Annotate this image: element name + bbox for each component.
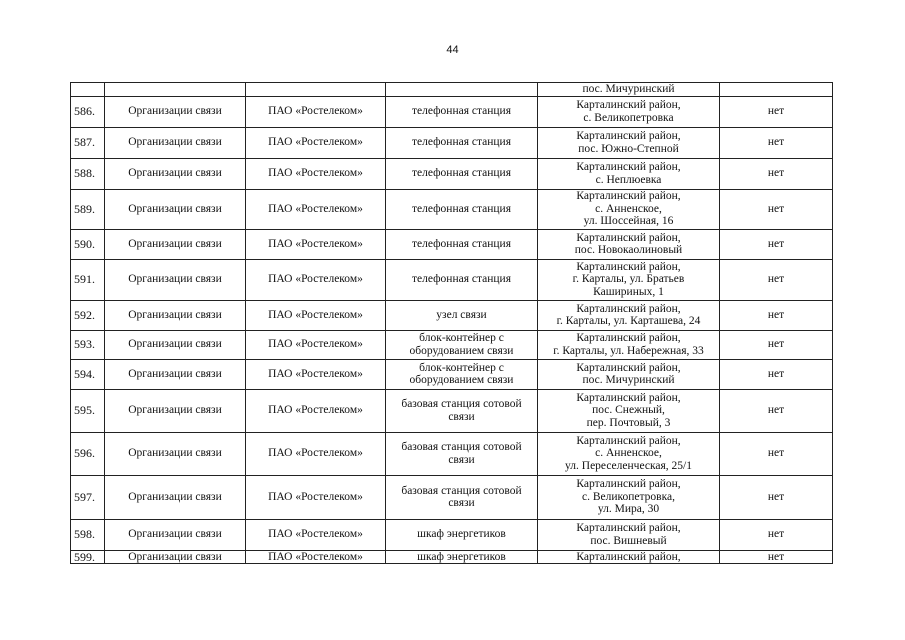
row-number: 598. [71, 519, 105, 550]
table-row [71, 475, 833, 519]
address-cell [538, 189, 720, 229]
status-cell: нет [720, 189, 833, 229]
owner-cell: ПАО «Ростелеком» [246, 96, 386, 127]
table-row [71, 259, 833, 300]
owner-cell: ПАО «Ростелеком» [246, 550, 386, 564]
address-line: Карталинский район, [576, 260, 681, 273]
object-cell: базовая станция сотовой связи [386, 389, 538, 432]
row-number: 587. [71, 127, 105, 158]
address-cell [538, 550, 720, 564]
address-cell [538, 96, 720, 127]
object-cell: телефонная станция [386, 259, 538, 300]
object-cell: блок-контейнер с оборудованием связи [386, 359, 538, 389]
category-cell: Организации связи [105, 229, 246, 259]
object-cell: базовая станция сотовой связи [386, 475, 538, 519]
category-cell: Организации связи [105, 189, 246, 229]
category-cell: Организации связи [105, 550, 246, 564]
status-cell: нет [720, 96, 833, 127]
row-number: 593. [71, 330, 105, 359]
address-line: ул. Переселенческая, 25/1 [565, 459, 692, 472]
table-row [71, 359, 833, 389]
row-number: 596. [71, 432, 105, 475]
address-line: Карталинский район, [576, 130, 681, 142]
table-row [71, 189, 833, 229]
owner-cell [246, 83, 386, 97]
address-line: Карталинский район, [576, 478, 681, 491]
address-cell [538, 259, 720, 300]
owner-cell: ПАО «Ростелеком» [246, 359, 386, 389]
address-cell [538, 83, 720, 97]
address-line: Карталинский район, [576, 332, 681, 344]
address-line: пос. Мичуринский [582, 83, 675, 95]
address-line: пос. Вишневый [590, 534, 667, 547]
table-row [71, 96, 833, 127]
table-row [71, 330, 833, 359]
status-cell: нет [720, 550, 833, 564]
object-cell: телефонная станция [386, 96, 538, 127]
address-line: с. Анненское, [595, 447, 662, 460]
owner-cell: ПАО «Ростелеком» [246, 259, 386, 300]
status-cell [720, 83, 833, 97]
register-table [70, 82, 833, 564]
address-cell [538, 359, 720, 389]
table-row [71, 550, 833, 564]
row-number: 599. [71, 550, 105, 564]
address-cell [538, 158, 720, 189]
address-line: пос. Новокаолиновый [574, 244, 683, 257]
category-cell: Организации связи [105, 259, 246, 300]
num-cell [71, 83, 105, 97]
table-row [71, 519, 833, 550]
owner-cell: ПАО «Ростелеком» [246, 389, 386, 432]
object-cell: телефонная станция [386, 158, 538, 189]
address-line: Карталинский район, [576, 190, 681, 203]
address-cell [538, 229, 720, 259]
object-cell: телефонная станция [386, 127, 538, 158]
owner-cell: ПАО «Ростелеком» [246, 158, 386, 189]
object-cell [386, 83, 538, 97]
row-number: 595. [71, 389, 105, 432]
object-cell: шкаф энергетиков [386, 550, 538, 564]
owner-cell: ПАО «Ростелеком» [246, 330, 386, 359]
category-cell: Организации связи [105, 475, 246, 519]
address-cell [538, 389, 720, 432]
address-line: пос. Южно-Степной [578, 142, 679, 155]
table-row [71, 432, 833, 475]
address-line: Карталинский район, [576, 99, 681, 111]
address-line: пос. Снежный, [592, 404, 665, 417]
address-cell [538, 127, 720, 158]
object-cell: телефонная станция [386, 189, 538, 229]
owner-cell: ПАО «Ростелеком» [246, 300, 386, 330]
object-cell: узел связи [386, 300, 538, 330]
row-number: 589. [71, 189, 105, 229]
address-line: Карталинский район, [576, 522, 681, 534]
continued-row [71, 83, 833, 97]
status-cell: нет [720, 229, 833, 259]
row-number: 590. [71, 229, 105, 259]
category-cell: Организации связи [105, 96, 246, 127]
table-row [71, 300, 833, 330]
address-line: Карталинский район, [576, 361, 681, 374]
address-line: ул. Шоссейная, 16 [583, 215, 674, 228]
category-cell: Организации связи [105, 300, 246, 330]
status-cell: нет [720, 519, 833, 550]
object-cell: блок-контейнер с оборудованием связи [386, 330, 538, 359]
row-number: 594. [71, 359, 105, 389]
owner-cell: ПАО «Ростелеком» [246, 475, 386, 519]
status-cell: нет [720, 127, 833, 158]
row-number: 591. [71, 259, 105, 300]
address-line: с. Великопетровка, [581, 490, 676, 503]
address-cell [538, 519, 720, 550]
address-line: с. Анненское, [595, 202, 662, 215]
address-cell [538, 475, 720, 519]
address-line: г. Карталы, ул. Братьев [572, 273, 685, 286]
status-cell: нет [720, 259, 833, 300]
address-line: г. Карталы, ул. Карташева, 24 [556, 315, 701, 328]
category-cell: Организации связи [105, 432, 246, 475]
table-row [71, 127, 833, 158]
address-line: Карталинский район, [576, 391, 681, 404]
owner-cell: ПАО «Ростелеком» [246, 432, 386, 475]
address-cell [538, 432, 720, 475]
register-table-body [71, 83, 833, 564]
category-cell [105, 83, 246, 97]
address-line: ул. Мира, 30 [597, 503, 660, 516]
status-cell: нет [720, 359, 833, 389]
status-cell: нет [720, 389, 833, 432]
table-row [71, 158, 833, 189]
status-cell: нет [720, 475, 833, 519]
row-number: 588. [71, 158, 105, 189]
address-line: Карталинский район, [576, 302, 681, 315]
address-line: Карталинский район, [576, 231, 681, 244]
table-row [71, 389, 833, 432]
row-number: 592. [71, 300, 105, 330]
owner-cell: ПАО «Ростелеком» [246, 189, 386, 229]
category-cell: Организации связи [105, 389, 246, 432]
category-cell: Организации связи [105, 359, 246, 389]
address-line: г. Карталы, ул. Набережная, 33 [553, 344, 704, 357]
object-cell: телефонная станция [386, 229, 538, 259]
owner-cell: ПАО «Ростелеком» [246, 229, 386, 259]
category-cell: Организации связи [105, 158, 246, 189]
address-line: Кашириных, 1 [593, 285, 664, 298]
address-line: с. Великопетровка [583, 111, 674, 124]
address-line: Карталинский район, [576, 161, 681, 173]
object-cell: шкаф энергетиков [386, 519, 538, 550]
owner-cell: ПАО «Ростелеком» [246, 127, 386, 158]
owner-cell: ПАО «Ростелеком» [246, 519, 386, 550]
address-line: с. Неплюевка [595, 173, 662, 186]
address-line: Карталинский район, [576, 434, 681, 447]
page-number: 44 [446, 44, 459, 56]
category-cell: Организации связи [105, 519, 246, 550]
address-line: пер. Почтовый, 3 [586, 416, 671, 429]
address-line: пос. Мичуринский [582, 374, 675, 387]
address-cell [538, 300, 720, 330]
address-cell [538, 330, 720, 359]
status-cell: нет [720, 300, 833, 330]
object-cell: базовая станция сотовой связи [386, 432, 538, 475]
status-cell: нет [720, 158, 833, 189]
category-cell: Организации связи [105, 127, 246, 158]
row-number: 586. [71, 96, 105, 127]
row-number: 597. [71, 475, 105, 519]
category-cell: Организации связи [105, 330, 246, 359]
status-cell: нет [720, 432, 833, 475]
status-cell: нет [720, 330, 833, 359]
table-row [71, 229, 833, 259]
address-line: Карталинский район, [576, 550, 681, 563]
